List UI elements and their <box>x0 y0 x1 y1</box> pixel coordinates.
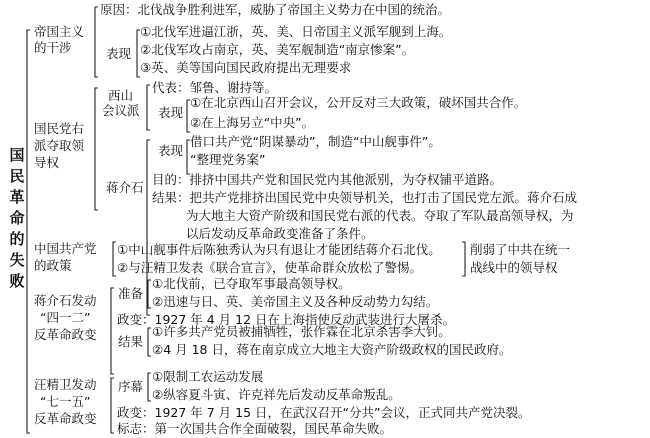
s5-label-line: 汪精卫发动 <box>34 377 97 392</box>
s2-xishan-daibiao: 代表：邹鲁、谢持等。 <box>152 80 278 95</box>
s4-label-line: “四一二” <box>40 310 91 325</box>
s1-item: ③英、美等国向国民政府提出无理要求 <box>140 60 352 75</box>
s1-label-line: 帝国主义 <box>34 24 85 39</box>
root-char: 国 <box>9 146 25 164</box>
s4-zhunbei-bracket <box>148 280 151 308</box>
root-char: 败 <box>9 272 25 290</box>
s5-xumu-item: ②纵容夏斗寅、许克祥先后发动反革命叛乱。 <box>152 387 401 402</box>
s2-bracket <box>95 88 98 210</box>
s1-bracket <box>95 7 98 77</box>
s4-label-line: 蒋介石发动 <box>34 293 97 308</box>
s3-bracket <box>113 242 116 276</box>
root-char: 的 <box>9 230 25 248</box>
root-char: 失 <box>9 251 25 269</box>
s3-label-line: 的政策 <box>34 258 72 273</box>
root-char: 命 <box>9 209 25 227</box>
s5-label-line: 反革命政变 <box>34 411 97 426</box>
s4-jieguo-label: 结果 <box>118 334 144 349</box>
s2-xishan-item: ②在上海另立“中央”。 <box>190 115 315 130</box>
s2-xishan-label-line: 会议派 <box>102 103 140 118</box>
s5-biaozhi: 标志：第一次国共合作全面破裂，国民革命失败。 <box>117 421 393 436</box>
s1-item: ②北伐军攻占南京，英、美军舰制造“南京惨案”。 <box>140 42 415 57</box>
root-char: 革 <box>9 188 25 206</box>
s2-jiang-jieguo-line: 以后发动反革命政变准备了条件。 <box>186 226 374 241</box>
s2-xishan-bracket <box>147 85 150 130</box>
root-bracket <box>27 30 30 433</box>
s4-jieguo-item: ②4 月 18 日，蒋在南京成立大地主大资产阶级政权的国民政府。 <box>152 342 512 357</box>
s1-biaoxian-label: 表现 <box>106 46 132 61</box>
s2-xishan-item: ①在北京西山召开会议，公开反对三大政策，破坏国共合作。 <box>190 95 527 110</box>
root-char: 民 <box>9 167 25 185</box>
s4-jieguo-bracket <box>148 328 151 356</box>
s2-jiang-biaoxian-label: 表现 <box>158 143 184 158</box>
s4-label-line: 反革命政变 <box>34 327 97 342</box>
s5-zhengbian: 政变：1927 年 7 月 15 日，在武汉召开“分共”会议，正式同共产党决裂。 <box>117 405 531 420</box>
s1-item: ①北伐军进逼江浙，英、美、日帝国主义派军舰到上海。 <box>140 24 452 39</box>
s3-item: ①中山舰事件后陈独秀认为只有退让才能团结蒋介石北伐。 <box>117 242 441 257</box>
s2-jiang-jieguo-line: 为大地主大资产阶级和国民党右派的代表。夺取了军队最高领导权，为 <box>186 208 574 223</box>
s4-zhengbian: 政变：1927 年 4 月 12 日在上海指使反动武装进行大屠杀。 <box>117 312 456 327</box>
s2-jiang-item: “整理党务案” <box>190 152 266 167</box>
s2-xishan-biaoxian-label: 表现 <box>158 105 184 120</box>
s4-zhunbei-item: ①北伐前，已夺取军事最高领导权。 <box>152 276 351 291</box>
s3-result-line: 削弱了中共在统一 <box>470 242 571 257</box>
s2-jiang-item: 借口共产党“阴谋暴动”，制造“中山舰事件”。 <box>190 134 441 149</box>
s2-label-line: 国民党右 <box>34 121 85 136</box>
s3-item: ②与汪精卫发表《联合宣言》，使革命群众放松了警惕。 <box>117 260 422 275</box>
s2-xishan-label-line: 西山 <box>108 88 134 103</box>
s5-label-line: “七一五” <box>40 394 91 409</box>
s5-xumu-label: 序幕 <box>118 379 144 394</box>
s3-label-line: 中国共产党 <box>34 241 97 256</box>
s4-bracket <box>111 288 114 374</box>
s1-label-line: 的干涉 <box>34 40 72 55</box>
s4-zhunbei-item: ②迅速与日、英、美帝国主义及各种反动势力勾结。 <box>152 294 439 309</box>
root-label <box>7 145 27 292</box>
s4-zhunbei-label: 准备 <box>118 286 144 301</box>
s3-result-line: 战线中的领导权 <box>470 260 558 275</box>
s2-jiang-label: 蒋介石 <box>106 180 144 195</box>
s2-label-line: 导权 <box>34 155 60 170</box>
s5-bracket <box>111 378 114 433</box>
s2-label-line: 派夺取领 <box>34 138 85 153</box>
s2-jiang-jieguo-line: 结果：把共产党排挤出国民党中央领导机关，也打击了国民党左派。蒋介石成 <box>152 190 578 205</box>
s2-jiang-mudi: 目的：排挤中国共产党和国民党内其他派别，为夺权铺平道路。 <box>152 172 503 187</box>
s3-result-bracket <box>462 242 465 276</box>
s5-xumu-item: ①限制工农运动发展 <box>152 369 264 384</box>
s5-xumu-bracket <box>148 373 151 401</box>
s1-reason: 原因：北伐战争胜利进军，威胁了帝国主义势力在中国的统治。 <box>100 2 451 17</box>
s4-jieguo-item: ①许多共产党员被捕牺牲，张作霖在北京杀害李大钊。 <box>152 324 451 339</box>
